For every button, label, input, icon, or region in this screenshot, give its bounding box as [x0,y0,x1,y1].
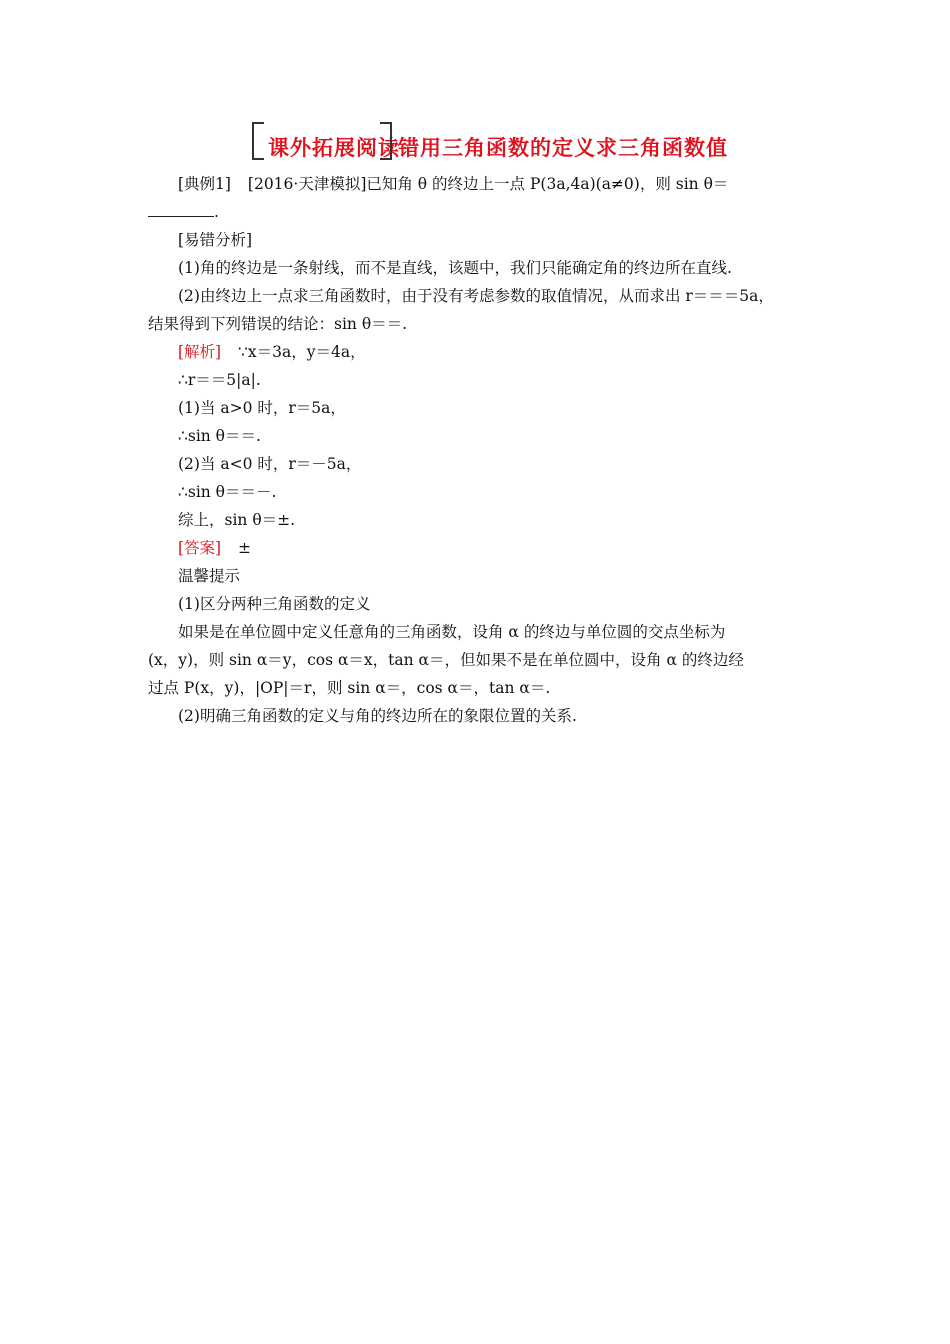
answer-line [178,538,858,558]
tips-para-c: 过点 P(x，y)，|OP|＝r，则 sin α＝，cos α＝，tan α＝. [148,679,551,697]
example-source: [2016·天津模拟] [247,175,367,193]
tips-para-b: (x，y)，则 sin α＝y，cos α＝x，tan α＝，但如果不是在单位圆中，设角 α 的终边经 [148,651,744,669]
answer-blank [148,202,214,217]
solution-line-3: (1)当 a>0 时，r＝5a， [178,399,346,417]
answer-value: ± [238,539,252,557]
error-point-2a: (2)由终边上一点求三角函数时，由于没有考虑参数的取值情况，从而求出 r＝＝＝5a， [178,287,774,305]
error-point-1: (1)角的终边是一条射线，而不是直线，该题中，我们只能确定角的终边所在直线. [178,259,732,277]
solution-label: [解析] [178,343,222,361]
solution-text-1: ∵x＝3a，y＝4a， [238,343,366,361]
solution-line-1 [178,342,858,362]
title-bracket-right [380,122,392,160]
tips-para-a: 如果是在单位圆中定义任意角的三角函数，设角 α 的终边与单位圆的交点坐标为 [178,623,726,641]
answer-blank-line [148,202,828,222]
example-question: 已知角 θ 的终边上一点 P(3a,4a)(a≠0)，则 sin θ＝ [366,175,729,193]
section-title [220,118,780,166]
solution-line-6: ∴sin θ＝＝－. [178,483,277,501]
tips-point-2: (2)明确三角函数的定义与角的终边所在的象限位置的关系. [178,707,577,725]
solution-line-4: ∴sin θ＝＝. [178,427,261,445]
example-line [178,174,858,194]
title-bracket-left [252,122,264,160]
error-point-2b: 结果得到下列错误的结论：sin θ＝＝. [148,315,408,333]
section-topic: 错用三角函数的定义求三角函数值 [398,136,728,160]
example-label: [典例1] [178,175,231,193]
solution-line-7: 综上，sin θ＝±. [178,511,296,529]
tips-heading: 温馨提示 [178,567,241,585]
section-label: 课外拓展阅读 [268,136,400,160]
solution-line-2: ∴r＝＝5|a|. [178,371,261,389]
solution-line-5: (2)当 a<0 时，r＝－5a， [178,455,362,473]
answer-label: [答案] [178,539,222,557]
tips-point-1: (1)区分两种三角函数的定义 [178,595,371,613]
error-analysis-label: [易错分析] [178,231,253,249]
blank-end: . [214,203,219,221]
